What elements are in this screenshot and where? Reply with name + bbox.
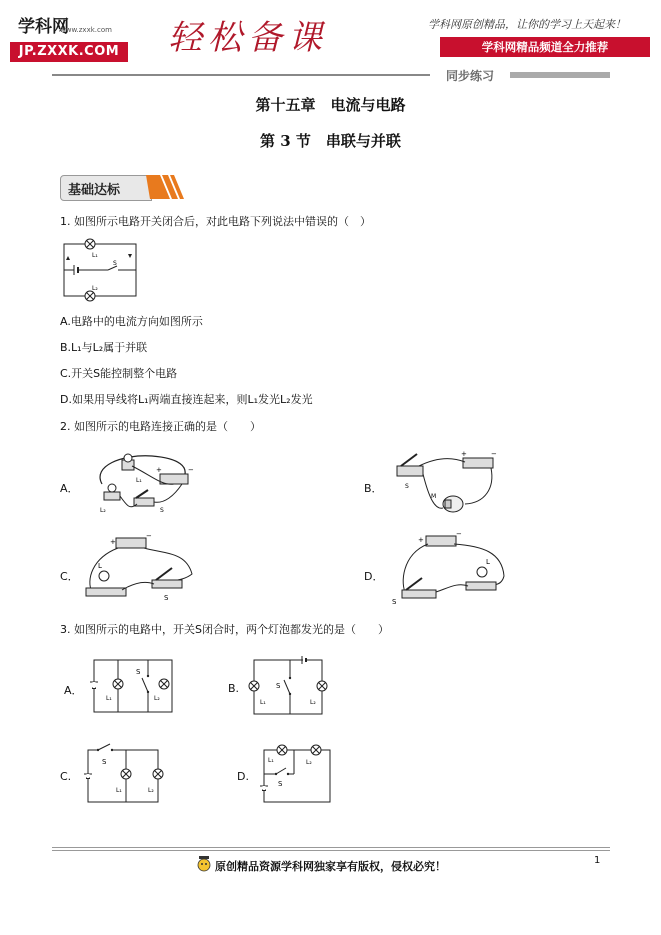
q3a-l1: L₁	[106, 695, 112, 702]
logo-name: 学科网	[18, 17, 69, 37]
q2a-s: S	[160, 507, 164, 514]
question-1-option-c: C.开关S能控制整个电路	[60, 367, 178, 380]
q1-label-l2: L₂	[92, 285, 98, 292]
q2a-minus: −	[188, 466, 194, 474]
q2b-minus: −	[491, 450, 497, 458]
page-number: 1	[594, 855, 601, 866]
q2c-plus: +	[110, 538, 116, 546]
section-title: 第 3 节 串联与并联	[260, 132, 401, 150]
q2b-plus: +	[461, 450, 467, 458]
footer-divider-2	[52, 850, 610, 851]
q2a-l2: L₂	[100, 507, 106, 514]
question-2-option-b: B．	[364, 482, 383, 495]
q2a-l1: L₁	[136, 477, 142, 484]
question-1-option-b: B.L₁与L₂属于并联	[60, 341, 148, 354]
question-1-circuit-figure	[58, 236, 142, 302]
header-slogan: 学科网原创精品，让你的学习上天起来！	[428, 18, 626, 31]
question-1-stem: 1. 如图所示电路开关闭合后，对此电路下列说法中错误的（ ）	[60, 215, 371, 228]
q3a-s: S	[136, 668, 141, 676]
q3c-l1: L₁	[116, 787, 122, 794]
q2c-minus: −	[146, 532, 152, 540]
q2d-l: L	[486, 558, 490, 566]
q2d-minus: −	[456, 530, 462, 538]
question-2-figure-c	[82, 530, 194, 606]
question-3-option-d: D.	[237, 770, 249, 783]
question-2-figure-b	[395, 448, 500, 520]
q3d-l2: L₂	[306, 759, 312, 766]
section-tag-stripes-icon	[146, 172, 190, 202]
q2b-m: M	[431, 493, 437, 500]
q3b-l1: L₁	[260, 699, 266, 706]
section-tag-label: 基础达标	[68, 183, 121, 198]
question-2-option-a: A．	[60, 482, 79, 495]
q1-label-s: S	[113, 260, 117, 267]
q3a-l2: L₂	[154, 695, 160, 702]
q3c-l2: L₂	[148, 787, 154, 794]
question-3-stem: 3. 如图所示的电路中，开关S闭合时，两个灯泡都发光的是（ ）	[60, 623, 389, 636]
question-1-option-a: A.电路中的电流方向如图所示	[60, 315, 203, 328]
footer-divider	[52, 847, 610, 848]
question-3-figure-c	[80, 740, 172, 806]
question-3-figure-a	[88, 656, 178, 716]
question-2-stem: 2. 如图所示的电路连接正确的是（ ）	[60, 420, 261, 433]
q2b-s: S	[405, 483, 409, 490]
q2c-s: S	[164, 594, 169, 602]
question-1-option-d: D.如果用导线将L₁两端直接连起来，则L₁发光L₂发光	[60, 393, 313, 406]
question-3-figure-d	[256, 740, 338, 806]
q2c-l: L	[98, 562, 102, 570]
logo-small-url: www.zxxk.com	[60, 26, 112, 34]
q3c-s: S	[102, 758, 107, 766]
footer-copyright-notice: 原创精品资源学科网独家享有版权，侵权必究！	[215, 860, 446, 873]
question-2-figure-a	[82, 446, 194, 524]
question-2-option-c: C．	[60, 570, 79, 583]
question-3-option-a: A．	[64, 684, 83, 697]
banner-title: 轻松备课	[168, 18, 328, 58]
q3d-l1: L₁	[268, 757, 274, 764]
chapter-title: 第十五章 电流与电路	[255, 96, 406, 114]
q3b-s: S	[276, 682, 281, 690]
question-3-figure-b	[246, 652, 336, 718]
question-2-option-d: D．	[364, 570, 384, 583]
logo-url: JP.ZXXK.COM	[10, 42, 128, 62]
q1-label-l1: L₁	[92, 252, 98, 259]
q2d-s: S	[392, 598, 397, 606]
header-tab-bar	[510, 72, 610, 78]
q3d-s: S	[278, 780, 283, 788]
question-3-option-b: B.	[228, 682, 240, 695]
q2a-plus: +	[156, 466, 162, 474]
question-2-figure-d	[392, 530, 512, 608]
question-3-option-c: C.	[60, 770, 72, 783]
header-slogan-bar: 学科网精品频道全力推荐	[440, 37, 650, 57]
q2d-plus: +	[418, 536, 424, 544]
header-tab: 同步练习	[430, 68, 510, 84]
q3b-l2: L₂	[310, 699, 316, 706]
